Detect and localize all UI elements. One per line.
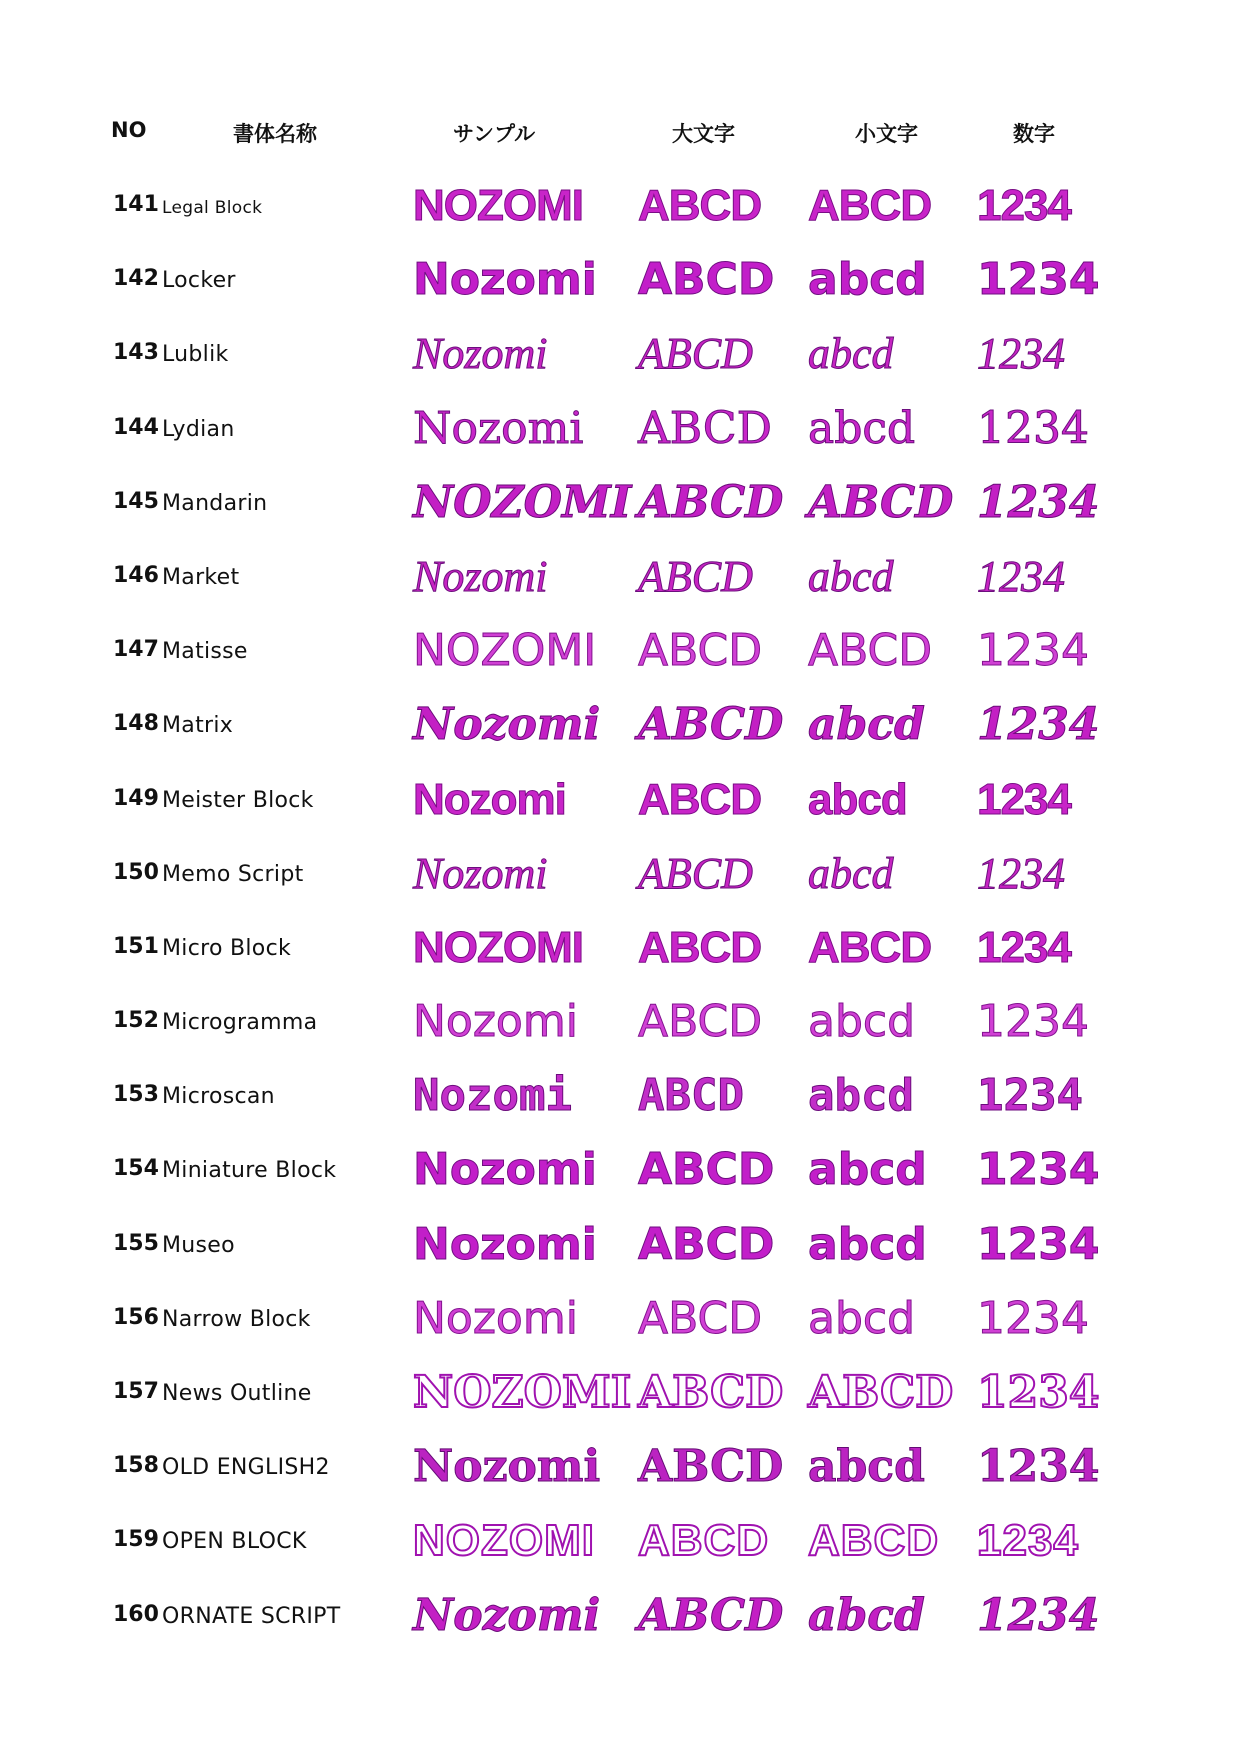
sample-lowercase: abcd (808, 551, 894, 601)
sample-uppercase: ABCD (638, 996, 763, 1048)
header-lowercase: 小文字 (855, 122, 918, 146)
sample-uppercase: ABCD (638, 625, 763, 677)
sample-word: NOZOMI (413, 625, 597, 677)
sample-lowercase: abcd (808, 1218, 927, 1270)
sample-digits: 1234 (977, 181, 1071, 230)
font-number: 142 (113, 266, 159, 292)
font-row (0, 615, 1241, 689)
font-name: Miniature Block (162, 1158, 337, 1184)
font-name: Market (162, 564, 240, 590)
font-number: 155 (113, 1230, 159, 1256)
font-number: 152 (113, 1008, 159, 1034)
sample-lowercase: abcd (808, 996, 916, 1048)
sample-lowercase: ABCD (808, 1367, 954, 1418)
sample-word: Nozomi (413, 1218, 597, 1270)
sample-uppercase: ABCD (638, 1441, 784, 1493)
sample-uppercase: ABCD (638, 402, 772, 454)
font-row (0, 318, 1241, 392)
font-list (0, 170, 1241, 1654)
sample-lowercase: ABCD (808, 625, 933, 677)
font-row (0, 1134, 1241, 1208)
font-number: 141 (113, 192, 159, 217)
sample-uppercase: ABCD (638, 848, 753, 898)
sample-digits: 1234 (977, 1144, 1100, 1196)
font-row (0, 393, 1241, 467)
font-name: Microscan (162, 1084, 275, 1110)
sample-lowercase: abcd (808, 774, 907, 824)
sample-word: Nozomi (413, 1589, 601, 1641)
sample-word: NOZOMI (413, 1516, 595, 1566)
sample-lowercase: abcd (808, 699, 925, 751)
font-name: News Outline (162, 1381, 312, 1406)
sample-word: Nozomi (413, 1144, 597, 1196)
font-row (0, 1283, 1241, 1357)
font-name: Matisse (162, 639, 248, 665)
font-name: OLD ENGLISH2 (162, 1455, 330, 1481)
sample-digits: 1234 (977, 774, 1071, 824)
sample-uppercase: ABCD (638, 1516, 770, 1566)
sample-uppercase: ABCD (638, 1218, 775, 1270)
font-row (0, 986, 1241, 1060)
font-number: 145 (113, 488, 159, 514)
sample-uppercase: ABCD (638, 699, 784, 751)
font-number: 158 (113, 1453, 159, 1479)
font-row (0, 689, 1241, 763)
font-row (0, 1060, 1241, 1134)
font-number: 160 (113, 1601, 159, 1627)
sample-uppercase: ABCD (638, 254, 775, 306)
sample-word: Nozomi (413, 774, 566, 824)
font-name: Museo (162, 1232, 235, 1258)
font-row (0, 541, 1241, 615)
font-number: 154 (113, 1156, 159, 1182)
sample-word: Nozomi (413, 699, 601, 751)
sample-uppercase: ABCD (638, 181, 762, 230)
sample-uppercase: ABCD (638, 774, 762, 824)
sample-digits: 1234 (977, 848, 1065, 898)
sample-word: Nozomi (413, 1070, 572, 1122)
sample-lowercase: abcd (808, 1589, 925, 1641)
sample-uppercase: ABCD (638, 476, 784, 528)
sample-word: NOZOMI (413, 181, 583, 230)
font-name: Micro Block (162, 935, 292, 961)
font-name: Narrow Block (162, 1306, 311, 1332)
sample-digits: 1234 (977, 1516, 1079, 1566)
sample-word: NOZOMI (413, 1367, 632, 1418)
font-name: Memo Script (162, 861, 304, 887)
font-number: 150 (113, 859, 159, 885)
font-row (0, 467, 1241, 541)
sample-digits: 1234 (977, 476, 1100, 528)
sample-lowercase: abcd (808, 1441, 925, 1493)
sample-digits: 1234 (977, 1218, 1100, 1270)
sample-digits: 1234 (977, 254, 1100, 306)
font-name: Lublik (162, 342, 229, 368)
sample-uppercase: ABCD (638, 1292, 763, 1344)
sample-word: NOZOMI (413, 922, 583, 972)
sample-lowercase: abcd (808, 1070, 914, 1122)
sample-word: Nozomi (413, 1441, 601, 1493)
header-font-name: 書体名称 (233, 122, 317, 146)
sample-lowercase: abcd (808, 848, 894, 898)
sample-word: NOZOMI (413, 476, 632, 528)
sample-lowercase: abcd (808, 1292, 916, 1344)
sample-uppercase: ABCD (638, 1144, 775, 1196)
font-name: Matrix (162, 713, 234, 739)
sample-lowercase: abcd (808, 329, 894, 379)
font-number: 151 (113, 933, 159, 959)
sample-uppercase: ABCD (638, 922, 762, 972)
sample-lowercase: abcd (808, 254, 927, 306)
sample-lowercase: ABCD (808, 476, 954, 528)
font-row (0, 1580, 1241, 1654)
font-number: 143 (113, 340, 159, 366)
sample-uppercase: ABCD (638, 329, 753, 379)
font-number: 153 (113, 1082, 159, 1108)
header-uppercase: 大文字 (672, 122, 735, 146)
font-row (0, 244, 1241, 318)
font-name: OPEN BLOCK (162, 1529, 307, 1555)
sample-digits: 1234 (977, 551, 1065, 601)
header-sample: サンプル (453, 122, 536, 146)
sample-lowercase: abcd (808, 1144, 927, 1196)
font-number: 147 (113, 637, 159, 663)
sample-digits: 1234 (977, 329, 1065, 379)
font-name: Locker (162, 268, 236, 294)
font-number: 149 (113, 785, 159, 811)
font-name: Meister Block (162, 787, 314, 813)
sample-uppercase: ABCD (638, 1070, 744, 1122)
sample-uppercase: ABCD (638, 1367, 784, 1418)
table-header (0, 0, 1241, 170)
font-number: 157 (113, 1379, 159, 1404)
font-name: Microgramma (162, 1010, 318, 1036)
sample-word: Nozomi (413, 848, 548, 898)
sample-digits: 1234 (977, 1292, 1089, 1344)
sample-digits: 1234 (977, 1589, 1100, 1641)
sample-digits: 1234 (977, 699, 1100, 751)
font-row (0, 838, 1241, 912)
sample-word: Nozomi (413, 402, 584, 454)
header-numbers: 数字 (1013, 122, 1055, 146)
sample-lowercase: ABCD (808, 181, 932, 230)
sample-digits: 1234 (977, 625, 1089, 677)
sample-uppercase: ABCD (638, 1589, 784, 1641)
font-row (0, 1209, 1241, 1283)
font-number: 148 (113, 711, 159, 737)
font-row (0, 1505, 1241, 1579)
sample-digits: 1234 (977, 1441, 1100, 1493)
sample-lowercase: abcd (808, 402, 916, 454)
sample-digits: 1234 (977, 996, 1089, 1048)
font-row (0, 170, 1241, 244)
sample-word: Nozomi (413, 254, 597, 306)
sample-word: Nozomi (413, 329, 548, 379)
sample-digits: 1234 (977, 1070, 1083, 1122)
sample-word: Nozomi (413, 551, 548, 601)
font-name: Mandarin (162, 490, 268, 516)
sample-digits: 1234 (977, 402, 1089, 454)
font-number: 159 (113, 1527, 159, 1553)
sample-digits: 1234 (977, 922, 1071, 972)
sample-digits: 1234 (977, 1367, 1100, 1418)
sample-word: Nozomi (413, 996, 578, 1048)
font-number: 144 (113, 414, 159, 440)
header-no: NO (111, 118, 147, 142)
font-name: Legal Block (162, 198, 263, 218)
sample-word: Nozomi (413, 1292, 578, 1344)
font-name: ORNATE SCRIPT (162, 1603, 341, 1629)
font-row (0, 1431, 1241, 1505)
font-row (0, 1357, 1241, 1431)
sample-lowercase: ABCD (808, 1516, 940, 1566)
sample-lowercase: ABCD (808, 922, 932, 972)
font-number: 156 (113, 1304, 159, 1330)
font-name: Lydian (162, 416, 235, 442)
font-number: 146 (113, 562, 159, 588)
font-row (0, 912, 1241, 986)
font-row (0, 764, 1241, 838)
sample-uppercase: ABCD (638, 551, 753, 601)
